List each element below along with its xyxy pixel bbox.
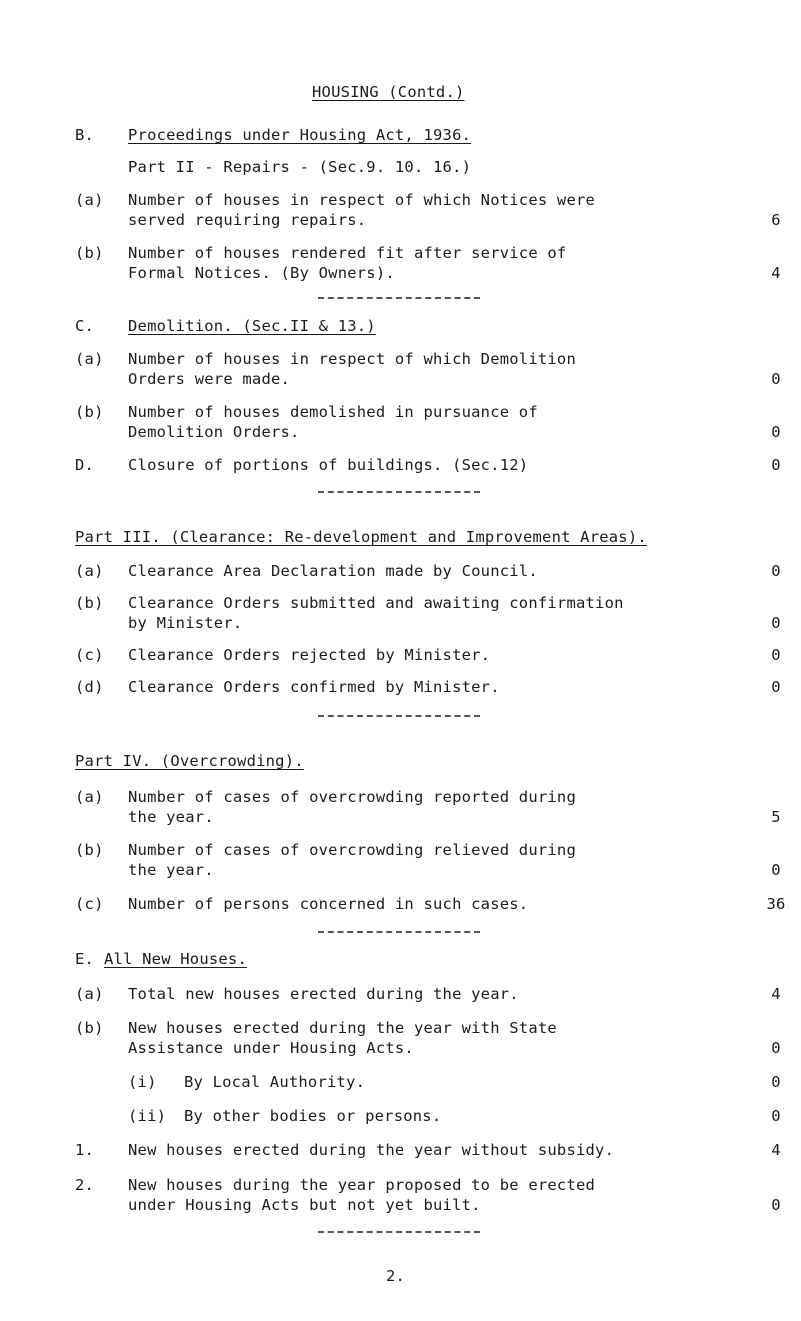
dashed-separator [318, 1231, 480, 1233]
item-label: (b) [75, 403, 104, 421]
item-label: (a) [75, 562, 104, 580]
item-text-line2: Orders were made. [128, 370, 291, 388]
item-label: (a) [75, 985, 104, 1003]
item-value: 0 [771, 562, 781, 580]
item-value: 4 [771, 264, 781, 282]
item-value: 0 [771, 1196, 781, 1214]
item-text-line2: Assistance under Housing Acts. [128, 1039, 414, 1057]
section-e-heading: All New Houses. [104, 950, 247, 968]
item-text-line1: By other bodies or persons. [184, 1107, 442, 1125]
item-label: (a) [75, 788, 104, 806]
item-text-line1: New houses erected during the year without subsidy. [128, 1141, 615, 1159]
item-text-line1: Number of houses in respect of which Notices were [128, 191, 596, 209]
item-text-line1: Clearance Orders submitted and awaiting confirmation [128, 594, 624, 612]
section-d-text: Closure of portions of buildings. (Sec.12) [128, 456, 529, 474]
section-c-letter: C. [75, 317, 95, 335]
item-value: 0 [771, 646, 781, 664]
section-d-letter: D. [75, 456, 95, 474]
item-text-line2: by Minister. [128, 614, 243, 632]
section-c-heading: Demolition. (Sec.II & 13.) [128, 317, 376, 335]
item-text-line1: Clearance Area Declaration made by Council. [128, 562, 538, 580]
item-value: 36 [766, 895, 786, 913]
item-label: (b) [75, 594, 104, 612]
item-text-line1: Number of cases of overcrowding reported during [128, 788, 576, 806]
item-text-line1: New houses during the year proposed to be erected [128, 1176, 596, 1194]
item-value: 0 [771, 370, 781, 388]
item-label: (b) [75, 841, 104, 859]
part-3-heading: Part III. (Clearance: Re-development and Improvement Areas). [75, 528, 647, 546]
item-label: (ii) [128, 1107, 167, 1125]
item-value: 4 [771, 1141, 781, 1159]
item-value: 0 [771, 1073, 781, 1091]
item-value: 6 [771, 211, 781, 229]
item-text-line1: By Local Authority. [184, 1073, 366, 1091]
item-text-line1: Number of cases of overcrowding relieved during [128, 841, 576, 859]
item-text-line1: New houses erected during the year with State [128, 1019, 557, 1037]
item-value: 0 [771, 861, 781, 879]
item-value: 5 [771, 808, 781, 826]
item-value: 0 [771, 423, 781, 441]
item-label: (a) [75, 191, 104, 209]
dashed-separator [318, 931, 480, 933]
item-label: (d) [75, 678, 104, 696]
item-text-line2: Formal Notices. (By Owners). [128, 264, 395, 282]
section-b-letter: B. [75, 126, 95, 144]
item-text-line1: Number of houses rendered fit after service of [128, 244, 567, 262]
section-b-heading: Proceedings under Housing Act, 1936. [128, 126, 472, 144]
page-title: HOUSING (Contd.) [312, 83, 465, 101]
section-e-letter: E. [75, 950, 95, 968]
item-label: (b) [75, 1019, 104, 1037]
item-label: (c) [75, 646, 104, 664]
page-number: 2. [386, 1267, 406, 1285]
item-label: (a) [75, 350, 104, 368]
item-label: 2. [75, 1176, 95, 1194]
dashed-separator [318, 491, 480, 493]
dashed-separator [318, 715, 480, 717]
item-label: (i) [128, 1073, 157, 1091]
item-text-line2: under Housing Acts but not yet built. [128, 1196, 481, 1214]
item-value: 0 [771, 614, 781, 632]
item-text-line1: Total new houses erected during the year. [128, 985, 519, 1003]
item-value: 4 [771, 985, 781, 1003]
item-label: (b) [75, 244, 104, 262]
part-4-heading: Part IV. (Overcrowding). [75, 752, 304, 770]
item-text-line1: Number of houses in respect of which Demolition [128, 350, 576, 368]
item-label: 1. [75, 1141, 95, 1159]
item-text-line1: Clearance Orders rejected by Minister. [128, 646, 491, 664]
item-text-line2: served requiring repairs. [128, 211, 367, 229]
item-text-line2: the year. [128, 808, 214, 826]
item-text-line1: Number of houses demolished in pursuance of [128, 403, 538, 421]
item-text-line1: Clearance Orders confirmed by Minister. [128, 678, 500, 696]
item-text-line2: the year. [128, 861, 214, 879]
item-value: 0 [771, 678, 781, 696]
item-value: 0 [771, 456, 781, 474]
item-label: (c) [75, 895, 104, 913]
dashed-separator [318, 297, 480, 299]
section-b-subheading: Part II - Repairs - (Sec.9. 10. 16.) [128, 158, 472, 176]
item-value: 0 [771, 1107, 781, 1125]
item-value: 0 [771, 1039, 781, 1057]
item-text-line1: Number of persons concerned in such cases. [128, 895, 529, 913]
item-text-line2: Demolition Orders. [128, 423, 300, 441]
